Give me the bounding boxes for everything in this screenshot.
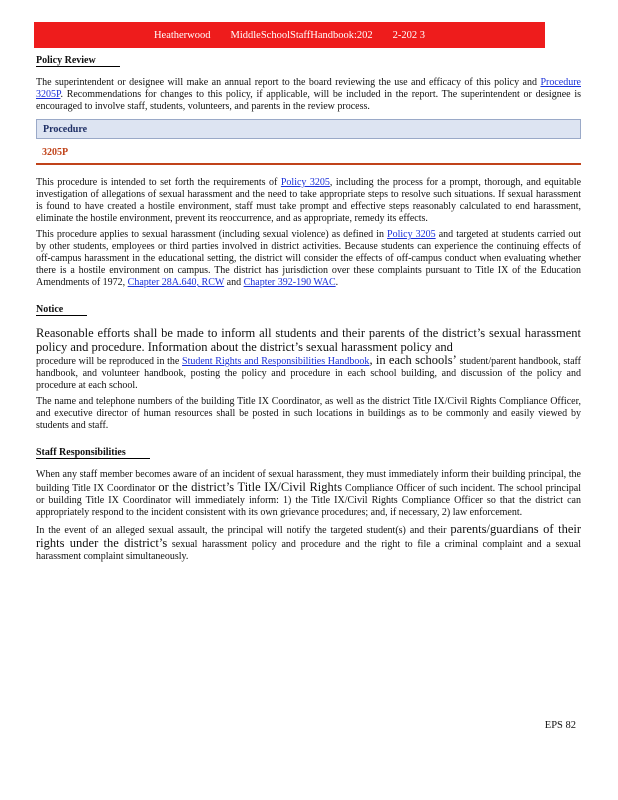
procedure-3205p-link[interactable]: Procedure 3205P (36, 77, 581, 100)
staff-paragraph-1: When any staff member becomes aware of an incident of sexual harassment, they must immediately inform their building principal, the building Title IX Coordinator or the district’s Title IX/Civil Rights Compliance Officer of such incident. The school principal or building Title IX Coordinator will immediately inform: 1) the Title IX/Civil Rights Compliance Officer so that the district can appropriately respond to the incident consistent with its own grievance procedures; and, if necessary, 2) law enforcement. (36, 469, 581, 518)
policy-3205-link[interactable]: Policy 3205 (280, 177, 330, 188)
staff-paragraph-2: In the event of an alleged sexual assault, the principal will notify the targeted student(s) and their parents/guardians of their rights under the district’s sexual harassment policy and procedure and the right to file a criminal complaint and a sexual harassment complaint simultaneously. (36, 522, 581, 562)
header-year: 2-202 3 (392, 29, 426, 41)
procedure-section-bar: Procedure (36, 119, 581, 139)
rcw-chapter-link[interactable]: Chapter 28A.640, RCW (127, 277, 225, 288)
student-handbook-link[interactable]: Student Rights and Responsibilities Handbook (182, 356, 370, 367)
page-content (36, 50, 581, 567)
header-school: Heatherwood (153, 29, 211, 41)
page-number: EPS 82 (544, 720, 576, 731)
procedure-number: 3205P (36, 147, 581, 165)
procedure-paragraph-2: This procedure applies to sexual harassment (including sexual violence) as defined in Policy 3205 and targeted at students carried out by other students, employees or third parties involved in district activities. Because students can experience the continuing effects of off-campus harassment in the educational setting, the district will consider the effects of off-campus conduct when evaluating whether there is a hostile environment on campus. The district has jurisdiction over these complaints pursuant to Title IX of the Education Amendments of 1972, Chapter 28A.640, RCW and Chapter 392-190 WAC. (36, 229, 581, 288)
notice-paragraph-2: The name and telephone numbers of the building Title IX Coordinator, as well as the district Title IX/Civil Rights Compliance Officer, and executive director of human resources shall be posted in such locations in buildings as to be commonly and easily viewed by students and staff. (36, 396, 581, 431)
header-handbook: MiddleSchoolStaffHandbook:202 (230, 29, 373, 41)
handbook-header-bar (34, 22, 545, 48)
notice-paragraph-1a: Reasonable efforts shall be made to inform all students and their parents of the district’s sexual harassment policy and procedure. Information about the district’s sexual harassment policy and (36, 326, 581, 354)
policy-review-heading: Policy Review (36, 55, 120, 67)
procedure-paragraph-1: This procedure is intended to set forth the requirements of Policy 3205, including the process for a prompt, thorough, and equitable investigation of allegations of sexual harassment and the need to take appropriate steps to resolve such situations. If sexual harassment is found to have created a hostile environment, staff must take prompt and effective steps reasonably calculated to end harassment, eliminate the hostile environment, prevent its reoccurrence, and as appropriate, remedy its effects. (36, 177, 582, 224)
notice-heading: Notice (36, 304, 87, 316)
notice-paragraph-1b: procedure will be reproduced in the Student Rights and Responsibilities Handbook, in each schools’ student/parent handbook, staff handbook, and volunteer handbook, posting the policy and procedure in each school building, and discussion of the policy and procedure at each school. (36, 353, 581, 391)
policy-review-paragraph: The superintendent or designee will make an annual report to the board reviewing the use and efficacy of this policy and Procedure 3205P. Recommendations for changes to this policy, if applicable, will be included in the report. The superintendent or designee is encouraged to involve staff, students, volunteers, and parents in the review process. (36, 77, 581, 112)
wac-chapter-link[interactable]: Chapter 392-190 WAC (243, 277, 336, 288)
policy-3205-link-2[interactable]: Policy 3205 (387, 229, 436, 240)
staff-responsibilities-heading: Staff Responsibilities (36, 447, 150, 459)
